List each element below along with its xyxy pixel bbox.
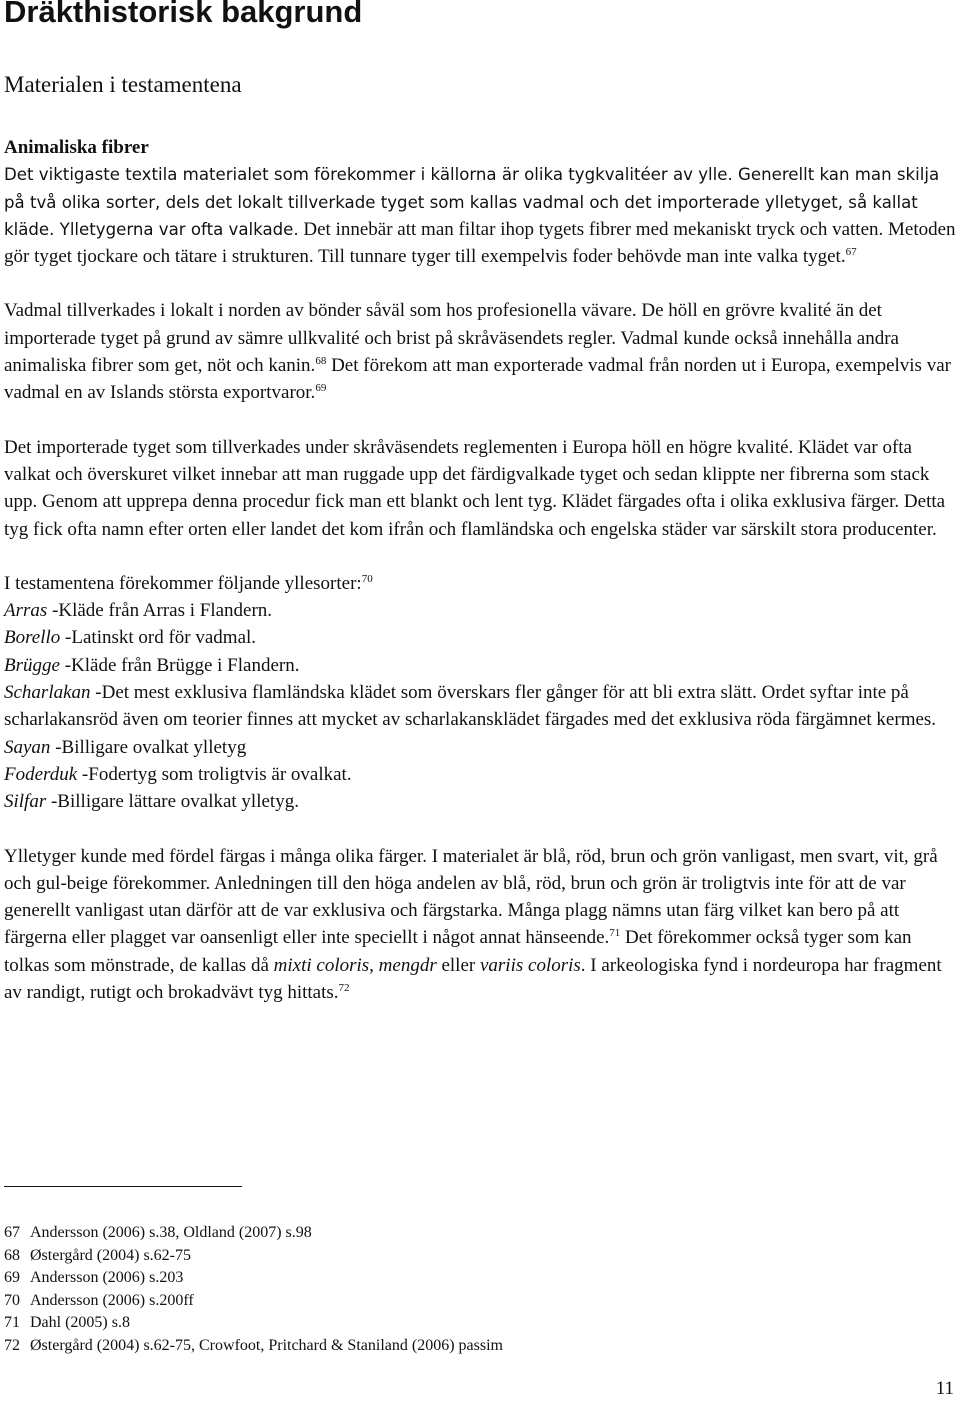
footnote: 72 Østergård (2004) s.62-75, Crowfoot, Pritchard & Staniland (2006) passim (4, 1336, 503, 1354)
page-title: Dräkthistorisk bakgrund (4, 0, 363, 29)
list-item: Silfar -Billigare lättare ovalkat ylletyg. (4, 791, 299, 813)
footnote-divider (4, 1186, 242, 1187)
footnote-ref-70[interactable]: 70 (361, 572, 373, 585)
list-item: Foderduk -Fodertyg som troligtvis är ovalkat. (4, 763, 352, 785)
list-item: Sayan -Billigare ovalkat ylletyg (4, 736, 247, 758)
page-number: 11 (935, 1378, 954, 1399)
footnote-ref-72[interactable]: 72 (338, 982, 350, 995)
wool-types-list (4, 597, 956, 815)
section-heading: Materialen i testamentena (4, 72, 242, 97)
footnote: 67 Andersson (2006) s.38, Oldland (2007) s.98 (4, 1224, 312, 1241)
list-item: Brügge -Kläde från Brügge i Flandern. (4, 654, 300, 676)
footnote-ref-68[interactable]: 68 (315, 355, 327, 368)
footnote-ref-69[interactable]: 69 (315, 382, 327, 395)
list-intro: I testamentena förekommer följande yllesorter:$^{70}$ (4, 572, 373, 594)
list-item: Arras -Kläde från Arras i Flandern. (4, 600, 273, 622)
footnotes (4, 1222, 503, 1358)
footnote: 70 Andersson (2006) s.200ff (4, 1291, 194, 1309)
list-item: Borello -Latinskt ord för vadmal. (4, 627, 257, 649)
list-item: Scharlakan -Det mest exklusiva flamländska klädet som överskars fler gånger för att bli extra slätt. Ordet syftar inte på scharlakansröd även om teorier finnes att mycket av scharlakansklädet färgades med det exklusiva röda färgämnet kermes. (4, 682, 937, 731)
footnote-ref-67[interactable]: 67 (845, 246, 857, 259)
subsection-heading: Animaliska fibrer (4, 137, 149, 158)
footnote: 69 Andersson (2006) s.203 (4, 1269, 184, 1287)
footnote: 68 Østergård (2004) s.62-75 (4, 1246, 192, 1264)
footnote: 71 Dahl (2005) s.8 (4, 1314, 130, 1332)
paragraph-4: Ylletyger kunde med fördel färgas i många olika färger. I materialet är blå, röd, brun och grön vanligast, men svart, vit, grå och gul-beige förekommer. Anledningen till den höga andelen av blå, röd, brun och grön är troligtvis inte för att de var generellt vanligast utan därför att de var exklusiva och färgstarka. Många plagg nämns utan färg vilket kan bero på att färgerna eller plagget var oansenligt eller inte speciellt i något annat hänseende.$^{71}$ Det förekommer också tyger som kan tolkas som mönstrade, de kallas då mixti coloris, mengdr eller variis coloris. I arkeologiska fynd i nordeuropa har fragment av randigt, rutigt och brokadvävt tyg hittats.$^{72}$ (4, 845, 942, 1004)
body-text (4, 134, 956, 1006)
footnote-ref-71[interactable]: 71 (609, 927, 621, 940)
paragraph-1: Det viktigaste textila materialet som förekommer i källorna är olika tygkvalitéer av ylle. Generellt kan man skilja på två olika sorter, dels det lokalt tillverkade tyget som kallas vadmal och det importerade ylletyget, så kallat kläde. Ylletygerna var ofta valkade. Det innebär att man filtar ihop tygets fibrer med mekaniskt tryck och vatten. Metoden gör tyget tjockare och tätare i strukturen. Till tunnare tyger till exempelvis foder behövde man inte valka tyget.$^{67}$ (4, 165, 956, 268)
paragraph-3: Det importerade tyget som tillverkades under skråväsendets reglementen i Europa höll en högre kvalité. Klädet var ofta valkat och överskuret vilket innebar att man ruggade upp det färdigvalkade tyget och sedan klippte ner fibrerna som stack upp. Genom att upprepa denna procedur fick man ett blankt och lent tyg. Klädet färgades ofta i olika exklusiva färger. Detta tyg fick ofta namn efter orten eller landet det kom ifrån och flamländska och engelska städer var särskilt stora producenter. (4, 436, 946, 540)
paragraph-2: Vadmal tillverkades i lokalt i norden av bönder såväl som hos profesionella vävare. De höll en grövre kvalité än det importerade tyget på grund av sämre ullkvalité och brist på skråväsendets regler. Vadmal kunde också innehålla andra animaliska fibrer som get, nöt och kanin.$^{68}$ Det förekom att man exporterade vadmal från norden ut i Europa, exempelvis var vadmal en av Islands största exportvaror.$^{69}$ (4, 300, 951, 404)
